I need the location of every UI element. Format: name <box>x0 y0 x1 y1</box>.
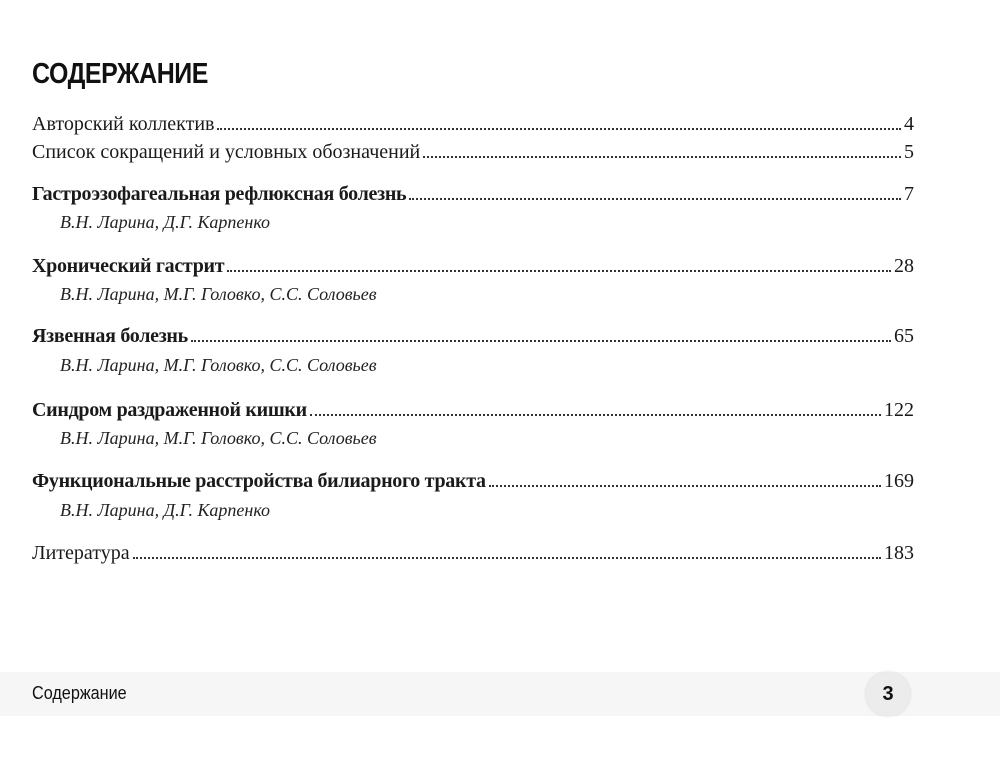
toc-entry-authors: В.Н. Ларина, М.Г. Головко, С.С. Соловьев <box>60 355 377 375</box>
dot-leader <box>310 414 881 416</box>
toc-entry-page-number: 28 <box>894 255 914 277</box>
page-number-badge: 3 <box>866 672 910 716</box>
dot-leader <box>217 128 901 130</box>
toc-entry-page-number: 122 <box>884 399 914 421</box>
toc-entry-authors: В.Н. Ларина, Д.Г. Карпенко <box>60 500 271 520</box>
dot-leader <box>191 340 891 342</box>
dot-leader <box>489 485 881 487</box>
toc-entry-literature[interactable] <box>32 541 914 565</box>
toc-entry-page-number: 183 <box>884 542 914 564</box>
toc-entry-biliary-disorders[interactable] <box>32 469 914 493</box>
dot-leader <box>423 156 901 158</box>
toc-entry-label: Литература <box>32 542 130 564</box>
toc-entry-chronic-gastritis[interactable] <box>32 254 914 278</box>
toc-entry-authors: В.Н. Ларина, М.Г. Головко, С.С. Соловьев <box>60 284 377 304</box>
toc-entry-authors: В.Н. Ларина, Д.Г. Карпенко <box>60 212 271 232</box>
dot-leader <box>409 198 901 200</box>
footer-band <box>0 672 1000 716</box>
toc-entry-peptic-ulcer[interactable] <box>32 324 914 348</box>
toc-entry-ibs[interactable] <box>32 398 914 422</box>
footer-section-label: Содержание <box>32 683 127 703</box>
toc-entry-label: Функциональные расстройства билиарного тракта <box>32 470 486 492</box>
toc-entry-label: Синдром раздраженной кишки <box>32 399 307 421</box>
toc-entry-label: Список сокращений и условных обозначений <box>32 141 421 163</box>
toc-entry-label: Язвенная болезнь <box>32 325 188 347</box>
toc-entry-page-number: 7 <box>904 183 914 205</box>
toc-entry-page-number: 169 <box>884 470 914 492</box>
dot-leader <box>227 270 891 272</box>
toc-entry-authors-collective[interactable] <box>32 112 914 136</box>
toc-entry-gerd[interactable] <box>32 182 914 206</box>
toc-entry-label: Хронический гастрит <box>32 255 225 277</box>
toc-entry-page-number: 4 <box>904 113 914 135</box>
toc-entry-page-number: 65 <box>894 325 914 347</box>
page-title: СОДЕРЖАНИЕ <box>32 58 209 90</box>
toc-entry-abbreviations[interactable] <box>32 140 914 164</box>
dot-leader <box>133 557 881 559</box>
toc-entry-authors: В.Н. Ларина, М.Г. Головко, С.С. Соловьев <box>60 428 377 448</box>
table-of-contents <box>32 0 914 768</box>
toc-entry-label: Авторский коллектив <box>32 113 215 135</box>
toc-entry-page-number: 5 <box>904 141 914 163</box>
toc-entry-label: Гастроэзофагеальная рефлюксная болезнь <box>32 183 407 205</box>
